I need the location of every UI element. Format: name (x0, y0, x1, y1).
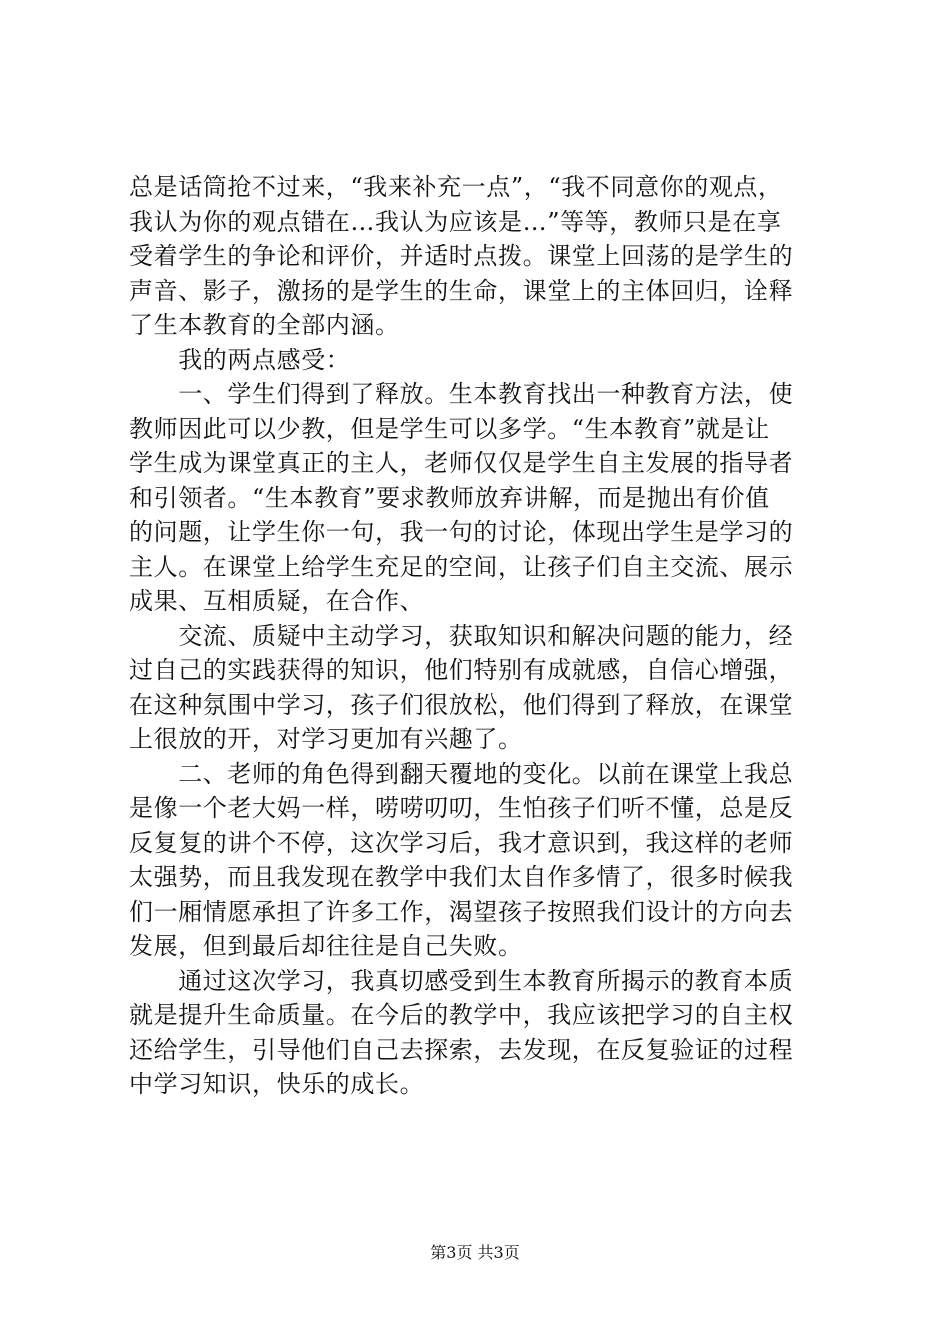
text-line: 还给学生，引导他们自己去探索，去发现，在反复验证的过程 (129, 1035, 794, 1064)
text-line: 我认为你的观点错在…我认为应该是…”等等，教师只是在享 (129, 207, 782, 236)
text-line: 太强势，而且我发现在教学中我们太自作多情了，很多时候我 (129, 863, 794, 891)
text-line: 成果、互相质疑，在合作、 (129, 587, 425, 615)
text-line: 通过这次学习，我真切感受到生本教育所揭示的教育本质 (129, 966, 794, 995)
text-line: 教师因此可以少教，但是学生可以多学。“生本教育”就是让 (129, 414, 770, 443)
text-line: 了生本教育的全部内涵。 (129, 311, 400, 339)
text-line: 和引领者。“生本教育”要求教师放弃讲解，而是抛出有价值 (129, 483, 770, 512)
text-line: 学生成为课堂真正的主人，老师仅仅是学生自主发展的指导者 (129, 449, 794, 477)
text-line: 是像一个老大妈一样，唠唠叨叨，生怕孩子们听不懂，总是反 (129, 794, 794, 822)
text-line: 主人。在课堂上给学生充足的空间，让孩子们自主交流、展示 (129, 552, 794, 581)
text-line: 反复复的讲个不停，这次学习后，我才意识到，我这样的老师 (129, 828, 794, 857)
text-line: 中学习知识，快乐的成长。 (129, 1070, 425, 1098)
document-body (129, 170, 829, 1102)
text-line: 总是话筒抢不过来，“我来补充一点”，“我不同意你的观点， (129, 173, 783, 201)
text-line: 一、学生们得到了释放。生本教育找出一种教育方法，使 (129, 380, 794, 408)
text-line: 们一厢情愿承担了许多工作，渴望孩子按照我们设计的方向去 (129, 897, 794, 926)
text-line: 发展，但到最后却往往是自己失败。 (129, 932, 523, 960)
text-line: 过自己的实践获得的知识，他们特别有成就感，自信心增强， (129, 656, 794, 684)
text-line: 我的两点感受： (129, 345, 351, 374)
page-number-footer: 第3页 共3页 (430, 1243, 520, 1262)
text-line: 受着学生的争论和评价，并适时点拨。课堂上回荡的是学生的 (129, 242, 794, 270)
text-line: 交流、质疑中主动学习，获取知识和解决问题的能力，经 (129, 621, 794, 650)
text-line: 上很放的开，对学习更加有兴趣了。 (129, 725, 523, 753)
text-line: 在这种氛围中学习，孩子们很放松，他们得到了释放，在课堂 (129, 690, 794, 719)
text-line: 声音、影子，激扬的是学生的生命，课堂上的主体回归，诠释 (129, 276, 794, 305)
text-line: 的问题，让学生你一句，我一句的讨论，体现出学生是学习的 (129, 518, 794, 546)
text-line: 就是提升生命质量。在今后的教学中，我应该把学习的自主权 (129, 1001, 794, 1029)
text-line: 二、老师的角色得到翻天覆地的变化。以前在课堂上我总 (129, 759, 794, 788)
